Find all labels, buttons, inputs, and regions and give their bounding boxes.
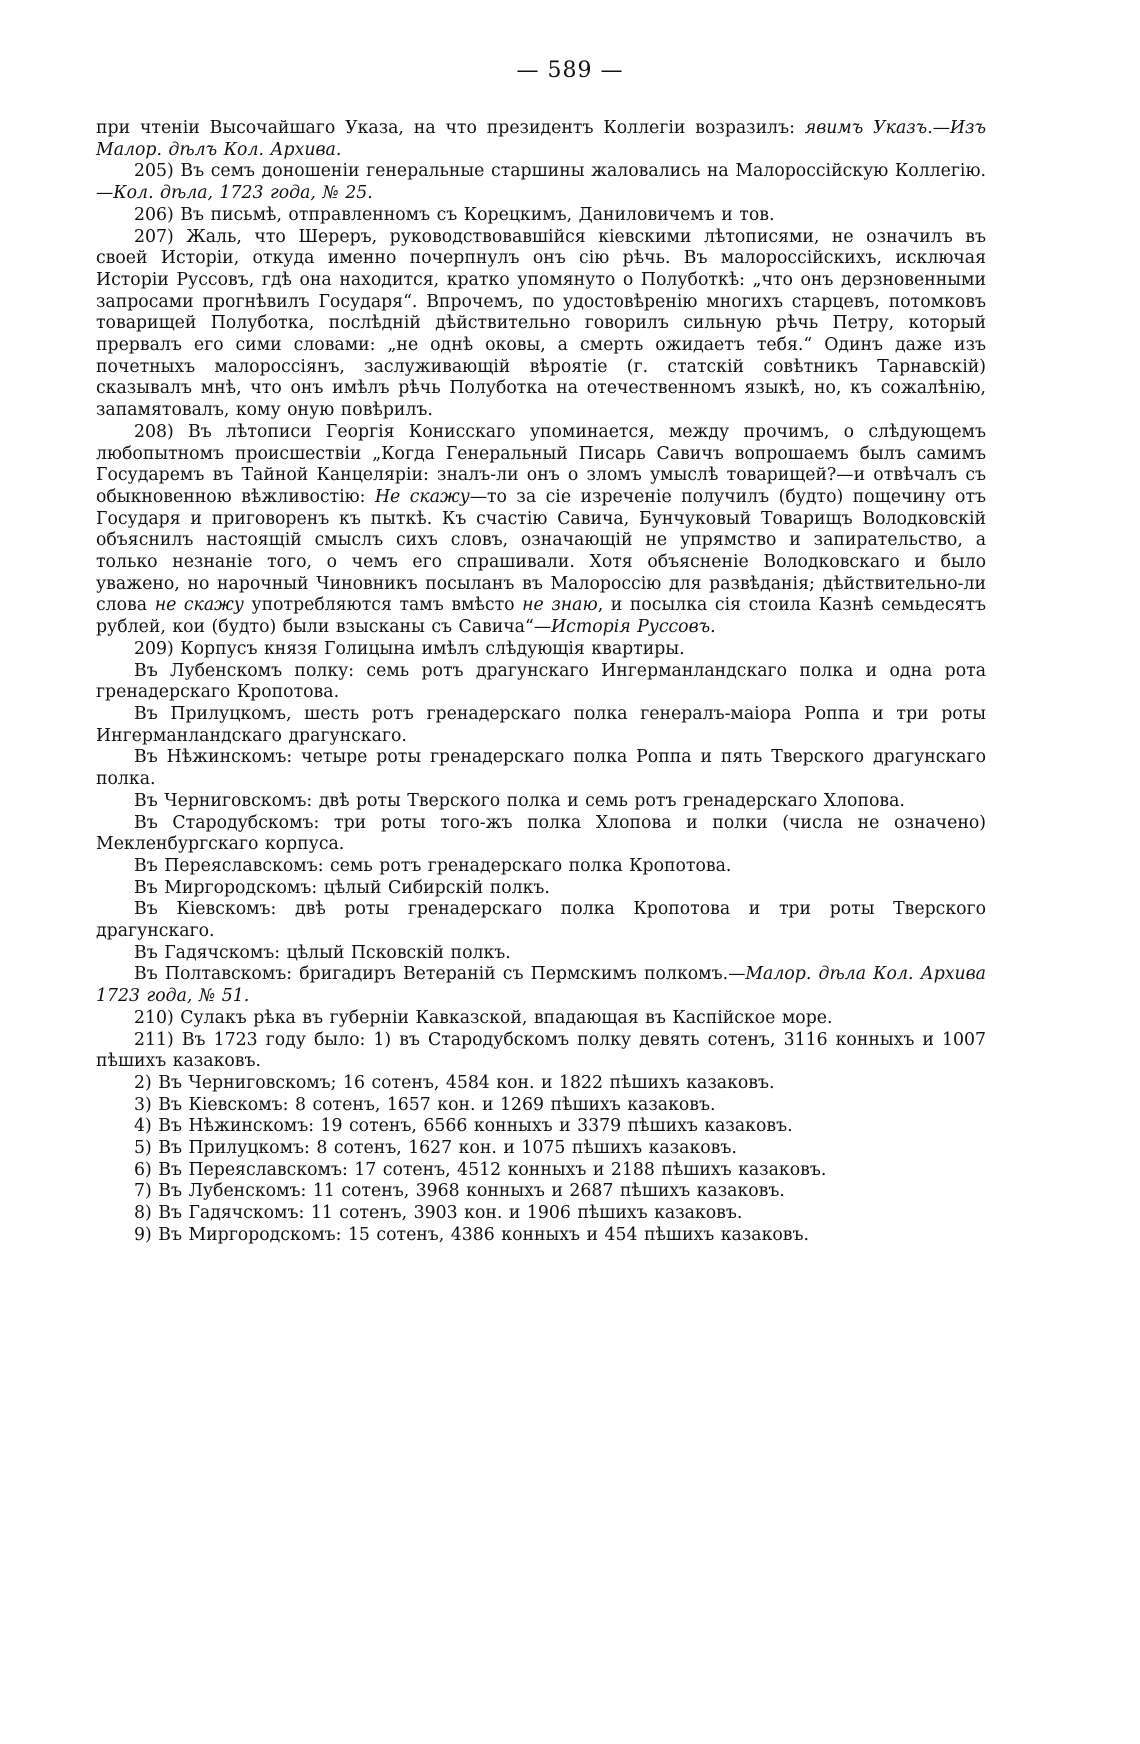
note-208: 208) Въ лѣтописи Георгія Конисскаго упоминается, между прочимъ, о слѣдующемъ любопытномъ происшествіи „Когда Генеральный Писарь Савичъ вопрошаемъ былъ самимъ Государемъ въ Тайной Канцеляріи: зналъ-ли онъ о зломъ умыслѣ товарищей?—и отвѣчалъ съ обыкновенною вѣжливостію: Не скажу—то за сіе изреченіе получилъ (будто) пощечину отъ Государя и приговоренъ къ пыткѣ. Къ счастію Савича, Бунчуковый Товарищъ Володковскій объяснилъ настоящій смыслъ сихъ словъ, означающій не упрямство и запирательство, а только незнаніе того, о чемъ его спрашивали. Хотя объясненіе Володковскаго и было уважено, но нарочный Чиновникъ посыланъ въ Малороссію для развѣданія; дѣйствительно-ли слова не скажу употребляются тамъ вмѣсто не знаю, и посылка сія стоила Казнѣ семьдесятъ рублей, кои (будто) были взысканы съ Савича“—Исторія Руссовъ. [96, 421, 987, 638]
quarter-nizhyn: Въ Нѣжинскомъ: четыре роты гренадерскаго полка Роппа и пять Тверского драгунскаго полка. [96, 747, 986, 790]
page-number: — 589 — [516, 58, 624, 83]
note-209: 209) Корпусъ князя Голицына имѣлъ слѣдующія квартиры. [134, 638, 685, 659]
regiment-item: 8) Въ Гадячскомъ: 11 сотенъ, 3903 кон. и 1906 пѣшихъ казаковъ. [134, 1203, 743, 1224]
regiment-item: 3) Въ Кіевскомъ: 8 сотенъ, 1657 кон. и 1269 пѣшихъ казаковъ. [134, 1094, 716, 1115]
regiment-item: 7) Въ Лубенскомъ: 11 сотенъ, 3968 конныхъ и 2687 пѣшихъ казаковъ. [134, 1181, 785, 1202]
quarter-pryluky: Въ Прилуцкомъ, шесть ротъ гренадерскаго полка генералъ-маіора Роппа и три роты Ингерманландскаго драгунскаго. [96, 703, 986, 746]
quarter-chernihiv: Въ Черниговскомъ: двѣ роты Тверского полка и семь ротъ гренадерскаго Хлопова. [134, 790, 905, 811]
quarter-pereiaslav: Въ Переяславскомъ: семь ротъ гренадерскаго полка Кропотова. [134, 855, 732, 876]
regiment-item: 2) Въ Черниговскомъ; 16 сотенъ, 4584 кон. и 1822 пѣшихъ казаковъ. [134, 1072, 775, 1093]
quarter-lubny: Въ Лубенскомъ полку: семь ротъ драгунскаго Ингерманландскаго полка и одна рота гренадерскаго Кропотова. [96, 660, 986, 703]
regiment-item: 9) Въ Миргородскомъ: 15 сотенъ, 4386 конныхъ и 454 пѣшихъ казаковъ. [134, 1224, 809, 1245]
regiment-item: 4) Въ Нѣжинскомъ: 19 сотенъ, 6566 конныхъ и 3379 пѣшихъ казаковъ. [134, 1116, 793, 1137]
note-210: 210) Сулакъ рѣка въ губерніи Кавказской, впадающая въ Каспійское море. [134, 1007, 833, 1028]
quarter-myrhorod: Въ Миргородскомъ: цѣлый Сибирскій полкъ. [134, 877, 550, 898]
regiment-item: 6) Въ Переяславскомъ: 17 сотенъ, 4512 конныхъ и 2188 пѣшихъ казаковъ. [134, 1159, 827, 1180]
note-211: 211) Въ 1723 году было: 1) въ Стародубскомъ полку девять сотенъ, 3116 конныхъ и 1007 пѣшихъ казаковъ. [96, 1029, 986, 1072]
quarter-starodub: Въ Стародубскомъ: три роты того-жъ полка Хлопова и полки (числа не означено) Мекленбургскаго корпуса. [96, 812, 986, 855]
quarter-hadiach: Въ Гадячскомъ: цѣлый Псковскій полкъ. [134, 942, 511, 963]
paragraph-continuation: при чтеніи Высочайшаго Указа, на что президентъ Коллегіи возразилъ: явимъ Указъ.—Изъ Малор. дѣлъ Кол. Архива. [96, 118, 986, 160]
note-206: 206) Въ письмѣ, отправленномъ съ Корецкимъ, Даниловичемъ и тов. [134, 204, 775, 225]
quarter-kyiv: Въ Кіевскомъ: двѣ роты гренадерскаго полка Кропотова и три роты Тверского драгунскаго. [96, 899, 986, 942]
note-205: 205) Въ семъ доношеніи генеральные старшины жаловались на Малороссійскую Коллегію.—Кол. дѣла, 1723 года, № 25. [96, 161, 986, 204]
body-text [96, 118, 986, 1247]
note-207: 207) Жаль, что Шереръ, руководствовавшійся кіевскими лѣтописями, не означилъ въ своей Исторіи, откуда именно почерпнулъ онъ сію рѣчь. Въ малороссійскихъ, исключая Исторіи Руссовъ, гдѣ она находится, кратко упомянуто о Полуботкѣ: „что онъ дерзновенными запросами прогнѣвилъ Государя“. Впрочемъ, по удостовѣренію многихъ старцевъ, потомковъ товарищей Полуботка, послѣдній дѣйствительно говорилъ сильную рѣчь Петру, который прервалъ его сими словами: „не однѣ оковы, а смерть ожидаетъ тебя.“ Одинъ даже изъ почетныхъ малороссіянъ, заслуживающій вѣроятіе (г. статскій совѣтникъ Тарнавскій) сказывалъ мнѣ, что онъ имѣлъ рѣчь Полуботка на отечественномъ языкѣ, но, къ сожалѣнію, запамятовалъ, кому оную повѣрилъ. [96, 226, 986, 421]
regiment-item: 5) Въ Прилуцкомъ: 8 сотенъ, 1627 кон. и 1075 пѣшихъ казаковъ. [134, 1138, 737, 1159]
quarter-poltava: Въ Полтавскомъ: бригадиръ Ветераній съ Пермскимъ полкомъ.—Малор. дѣла Кол. Архива 1723 года, № 51. [96, 964, 986, 1007]
